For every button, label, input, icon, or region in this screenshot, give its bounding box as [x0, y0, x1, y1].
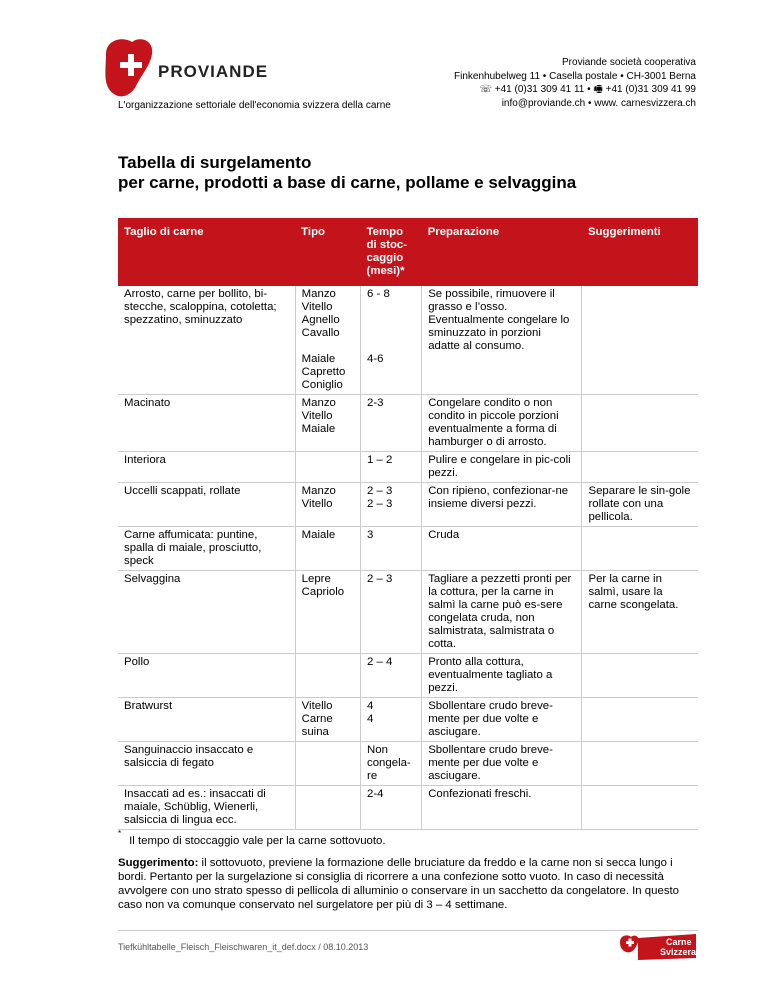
footer-filename: Tiefkühltabelle_Fleisch_Fleischwaren_it_def.docx / 08.10.2013	[118, 942, 369, 952]
table-row	[118, 786, 698, 830]
tip-text: il sottovuoto, previene la formazione delle bruciature da freddo e la carne non si secca lungo i bordi. Pertanto per la surgelazione si consiglia di ricorrere a una confezione sotto vuoto. In caso di necessità avvolgere con uno strato spesso di pellicola di alluminio o conservare in un sacchetto da congelatore. In questo caso non va comunque conservato nel surgelatore per più di 3 – 4 settimane.	[118, 857, 680, 911]
table-cell: Tagliare a pezzetti pronti per la cottura, per la carne in salmì la carne può es-sere congelata cruda, non salmistrata, salmistrata o cotta.	[422, 571, 582, 654]
table-row	[118, 395, 698, 452]
table-cell: Uccelli scappati, rollate	[118, 483, 295, 527]
table-row	[118, 571, 698, 654]
title-line: per carne, prodotti a base di carne, pollame e selvaggina	[118, 173, 577, 192]
table-cell: 1 – 2	[361, 452, 422, 483]
address-line: ☏ +41 (0)31 309 41 11 • 🖷 +41 (0)31 309 41 99	[479, 84, 696, 95]
table-cell: 4 4	[361, 698, 422, 742]
table-cell: Confezionati freschi.	[422, 786, 582, 830]
table-row	[118, 483, 698, 527]
page-title	[118, 153, 576, 193]
table-row	[118, 452, 698, 483]
table-cell: 6 - 8 4-6	[361, 286, 422, 395]
table-cell: Pronto alla cottura, eventualmente tagliato a pezzi.	[422, 654, 582, 698]
table-cell: Sanguinaccio insaccato e salsiccia di fegato	[118, 742, 295, 786]
table-cell: Congelare condito o non condito in piccole porzioni eventualmente a forma di hamburger o di arrosto.	[422, 395, 582, 452]
table-cell: Vitello Carne suina	[295, 698, 360, 742]
table-cell: Arrosto, carne per bollito, bi-stecche, scaloppina, cotoletta; spezzatino, sminuzzato	[118, 286, 295, 395]
table-cell	[295, 742, 360, 786]
footnote-marker: *	[118, 829, 122, 838]
freezing-table	[118, 218, 698, 830]
table-cell	[582, 527, 698, 571]
column-header: Tipo	[295, 218, 360, 286]
table-cell: Non congela-re	[361, 742, 422, 786]
table-cell: 2-4	[361, 786, 422, 830]
address-block	[454, 56, 696, 110]
table-header-row	[118, 218, 698, 286]
table-cell	[582, 742, 698, 786]
table-cell: 2 – 3 2 – 3	[361, 483, 422, 527]
tip-paragraph	[118, 856, 698, 912]
column-header: Tempo di stoc-caggio (mesi)*	[361, 218, 422, 286]
column-header: Suggerimenti	[582, 218, 698, 286]
footer-divider	[118, 930, 698, 931]
table-cell: 3	[361, 527, 422, 571]
table-cell	[582, 286, 698, 395]
table-cell: Manzo Vitello Maiale	[295, 395, 360, 452]
table-cell: Manzo Vitello Agnello Cavallo Maiale Capretto Coniglio	[295, 286, 360, 395]
address-line: Finkenhubelweg 11 • Casella postale • CH-3001 Berna	[454, 70, 696, 82]
table-cell: Interiora	[118, 452, 295, 483]
table-cell: Maiale	[295, 527, 360, 571]
table-cell	[582, 452, 698, 483]
table-cell: Macinato	[118, 395, 295, 452]
table-row	[118, 698, 698, 742]
tip-label: Suggerimento:	[118, 857, 199, 869]
table-cell	[295, 452, 360, 483]
table-cell: 2 – 4	[361, 654, 422, 698]
column-header: Preparazione	[422, 218, 582, 286]
table-cell	[582, 395, 698, 452]
table-cell: Carne affumicata: puntine, spalla di maiale, prosciutto, speck	[118, 527, 295, 571]
address-line: info@proviande.ch • www. carnesvizzera.ch	[501, 97, 696, 109]
table-cell: Sbollentare crudo breve-mente per due volte e asciugare.	[422, 698, 582, 742]
table-row	[118, 286, 698, 395]
table-cell	[582, 654, 698, 698]
cs-logo-text-1: Carne	[666, 937, 692, 947]
table-cell: Pulire e congelare in pic-coli pezzi.	[422, 452, 582, 483]
table-cell: 2 – 3	[361, 571, 422, 654]
table-cell: Selvaggina	[118, 571, 295, 654]
title-line: Tabella di surgelamento	[118, 153, 312, 172]
table-cell: Cruda	[422, 527, 582, 571]
brand-name: PROVIANDE	[158, 62, 269, 81]
table-cell: Pollo	[118, 654, 295, 698]
footnote	[118, 829, 386, 847]
table-cell: Manzo Vitello	[295, 483, 360, 527]
table-cell	[295, 654, 360, 698]
table-cell	[582, 786, 698, 830]
carne-svizzera-logo	[616, 932, 698, 962]
table-row	[118, 654, 698, 698]
table-cell: Con ripieno, confezionar-ne insieme diversi pezzi.	[422, 483, 582, 527]
table-cell: 2-3	[361, 395, 422, 452]
table-cell: Se possibile, rimuovere il grasso e l’osso. Eventualmente congelare lo sminuzzato in porzioni adatte al consumo.	[422, 286, 582, 395]
table-row	[118, 742, 698, 786]
address-line: Proviande società cooperativa	[562, 57, 696, 68]
table-row	[118, 527, 698, 571]
tagline: L'organizzazione settoriale dell'economia svizzera della carne	[118, 100, 391, 111]
table-cell: Insaccati ad es.: insaccati di maiale, Schüblig, Wienerli, salsiccia di lingua ecc.	[118, 786, 295, 830]
footnote-text: Il tempo di stoccaggio vale per la carne sottovuoto.	[129, 834, 386, 847]
table-cell: Lepre Capriolo	[295, 571, 360, 654]
table-cell: Separare le sin-gole rollate con una pellicola.	[582, 483, 698, 527]
table-cell	[295, 786, 360, 830]
table-cell	[582, 698, 698, 742]
table-cell: Sbollentare crudo breve-mente per due volte e asciugare.	[422, 742, 582, 786]
table-cell: Per la carne in salmì, usare la carne scongelata.	[582, 571, 698, 654]
cs-logo-text-2: Svizzera	[660, 947, 697, 957]
column-header: Taglio di carne	[118, 218, 295, 286]
table-cell: Bratwurst	[118, 698, 295, 742]
